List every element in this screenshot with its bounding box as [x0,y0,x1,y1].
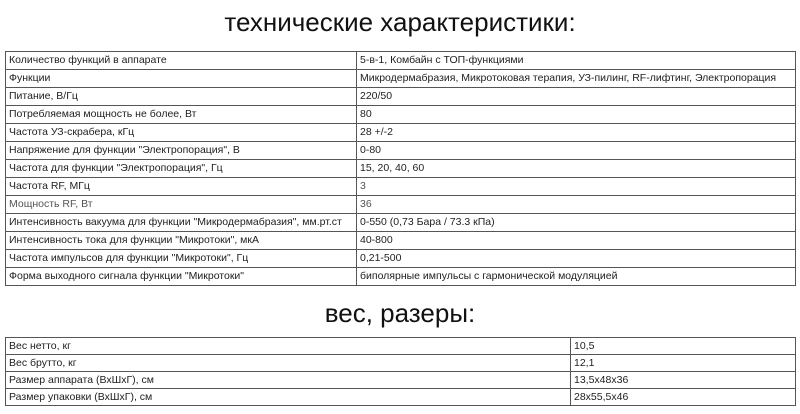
table-row [6,70,796,88]
table-row [6,160,796,178]
table-row [6,214,796,232]
spec-label: Размер аппарата (ВхШхГ), см [6,372,571,389]
spec-value: 5-в-1, Комбайн с ТОП-функциями [357,52,796,70]
spec-label: Частота УЗ-скрабера, кГц [6,124,357,142]
table-row [6,268,796,286]
spec-value: 12,1 [571,355,796,372]
table-row [6,355,796,372]
spec-label: Форма выходного сигнала функции "Микротоки" [6,268,357,286]
spec-label: Частота импульсов для функции "Микротоки", Гц [6,250,357,268]
weight-dimensions-heading: вес, разеры: [324,298,476,328]
spec-value: Микродермабразия, Микротоковая терапия, УЗ-пилинг, RF-лифтинг, Электропорация [357,70,796,88]
spec-label: Потребляемая мощность не более, Вт [6,106,357,124]
table-row [6,178,796,196]
table-row [6,232,796,250]
spec-value: 0-80 [357,142,796,160]
spec-value: 3 [357,178,796,196]
table-row [6,196,796,214]
table-row [6,142,796,160]
spec-label: Функции [6,70,357,88]
spec-label: Мощность RF, Вт [6,196,357,214]
weight-dimensions-table [5,337,796,406]
table-row [6,52,796,70]
tech-specs-heading: технические характеристики: [224,7,576,37]
spec-value: 13,5х48х36 [571,372,796,389]
spec-value: 10,5 [571,338,796,355]
table-row [6,88,796,106]
spec-value: 0-550 (0,73 Бара / 73.3 кПа) [357,214,796,232]
table-row [6,124,796,142]
spec-value: биполярные импульсы с гармонической модуляцией [357,268,796,286]
spec-value: 80 [357,106,796,124]
spec-value: 220/50 [357,88,796,106]
table-row [6,372,796,389]
spec-label: Размер упаковки (ВхШхГ), см [6,389,571,406]
table-row [6,106,796,124]
spec-label: Вес брутто, кг [6,355,571,372]
spec-value: 0,21-500 [357,250,796,268]
tech-specs-table [5,51,796,286]
spec-label: Напряжение для функции "Электропорация", В [6,142,357,160]
spec-label: Частота для функции "Электропорация", Гц [6,160,357,178]
spec-value: 36 [357,196,796,214]
spec-value: 28х55,5х46 [571,389,796,406]
spec-value: 40-800 [357,232,796,250]
spec-label: Интенсивность вакуума для функции "Микродермабразия", мм.рт.ст [6,214,357,232]
spec-value: 15, 20, 40, 60 [357,160,796,178]
table-row [6,389,796,406]
spec-label: Вес нетто, кг [6,338,571,355]
spec-label: Интенсивность тока для функции "Микротоки", мкА [6,232,357,250]
table-row [6,250,796,268]
spec-value: 28 +/-2 [357,124,796,142]
spec-label: Количество функций в аппарате [6,52,357,70]
spec-label: Питание, В/Гц [6,88,357,106]
spec-label: Частота RF, МГц [6,178,357,196]
table-row [6,338,796,355]
